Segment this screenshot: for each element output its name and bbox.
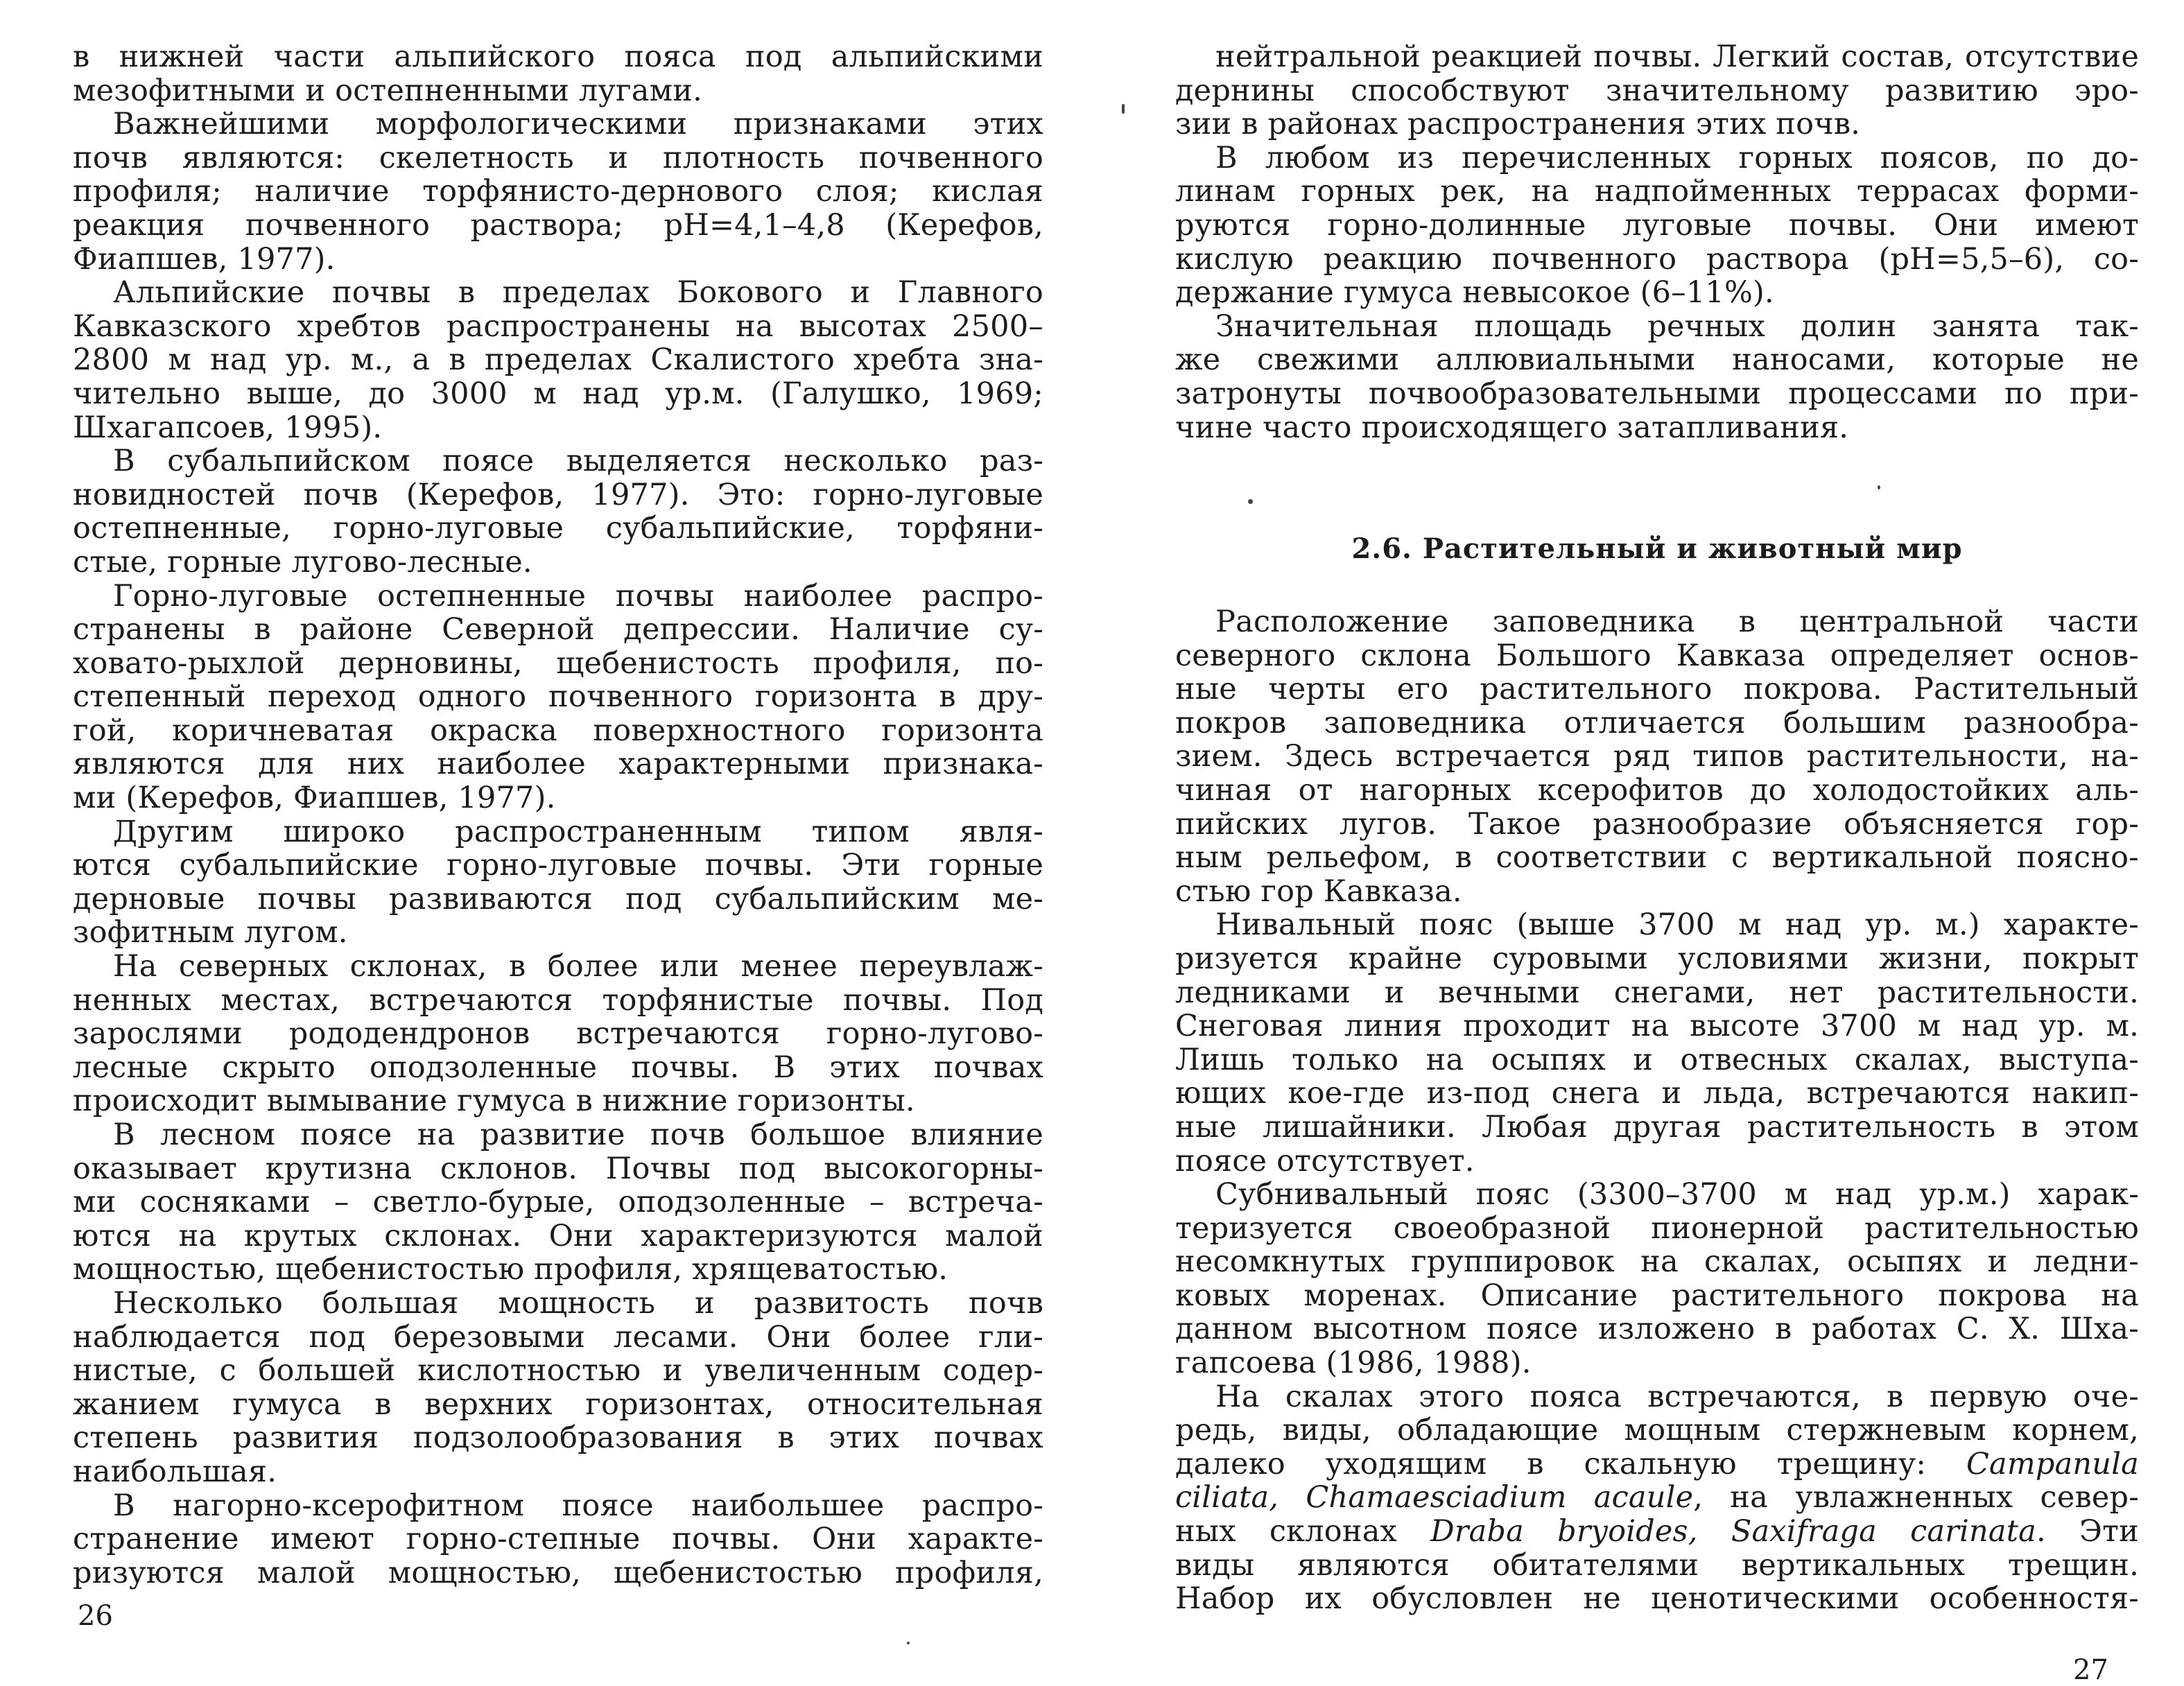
- text-line: кислую реакцию почвенного раствора (pH=5,5–6), со-: [1175, 241, 2139, 277]
- text-line: оказывает крутизна склонов. Почвы под высокогорны-: [73, 1151, 1043, 1186]
- text-line: являются для них наиболее характерными признака-: [73, 747, 1043, 782]
- text-line: же свежими аллювиальными наносами, которые не: [1175, 342, 2139, 378]
- scan-speck: [1878, 485, 1880, 489]
- text-line: ризуется крайне суровыми условиями жизни, покрыт: [1175, 941, 2139, 976]
- text-line: затронуты почвообразовательными процессами по при-: [1175, 376, 2139, 411]
- text-line: руются горно-долинные луговые почвы. Они имеют: [1175, 207, 2139, 243]
- text-line: несомкнутых группировок на скалах, осыпях и ледни-: [1175, 1244, 2139, 1280]
- text-line: В любом из перечисленных горных поясов, по до-: [1215, 140, 2139, 175]
- text-line: наблюдается под березовыми лесами. Они более гли-: [73, 1319, 1043, 1355]
- text-line: Лишь только на осыпях и отвесных скалах, выступа-: [1175, 1042, 2139, 1077]
- text-line: линам горных рек, на надпойменных террасах форми-: [1175, 174, 2139, 209]
- text-line: зии в районах распространения этих почв.: [1175, 107, 1861, 142]
- text-line: Несколько большая мощность и развитость почв: [113, 1285, 1043, 1321]
- text-line: происходит вымывание гумуса в нижние горизонты.: [73, 1084, 915, 1119]
- text-line: ми (Керефов, Фиапшев, 1977).: [73, 781, 556, 816]
- text-line: поясе отсутствует.: [1175, 1143, 1475, 1179]
- text-line: остепненные, горно-луговые субальпийские, торфяни-: [73, 511, 1043, 546]
- text-line: степенный переход одного почвенного горизонта в дру-: [73, 679, 1043, 715]
- right-page-text-top: [1175, 40, 2139, 444]
- text-line: Альпийские почвы в пределах Бокового и Главного: [113, 275, 1043, 311]
- text-line: 2800 м над ур. м., а в пределах Скалистого хребта зна-: [73, 342, 1043, 378]
- text-line: Другим широко распространенным типом явля-: [113, 814, 1043, 849]
- scan-speck: [1122, 104, 1125, 114]
- right-page-text-bottom: [1175, 605, 2139, 1616]
- text-line: ные черты его растительного покрова. Растительный: [1175, 672, 2139, 707]
- text-line: ются на крутых склонах. Они характеризуются малой: [73, 1218, 1043, 1253]
- text-line: ми сосняками – светло-бурые, оподзоленные – встреча-: [73, 1185, 1043, 1220]
- text-line: в нижней части альпийского пояса под альпийскими: [73, 40, 1043, 74]
- text-line: новидностей почв (Керефов, 1977). Это: горно-луговые: [73, 477, 1043, 512]
- text-line: виды являются обитателями вертикальных трещин.: [1175, 1547, 2139, 1583]
- text-line: Снеговая линия проходит на высоте 3700 м над ур. м.: [1175, 1009, 2139, 1044]
- text-line: ются субальпийские горно-луговые почвы. Эти горные: [73, 848, 1043, 883]
- text-line: степень развития подзолообразования в этих почвах: [73, 1420, 1043, 1456]
- text-line: Значительная площадь речных долин занята так-: [1215, 308, 2139, 344]
- text-line: мощностью, щебенистостью профиля, хрящеватостью.: [73, 1252, 948, 1287]
- text-line: Горно-луговые остепненные почвы наиболее распро-: [113, 578, 1043, 614]
- text-line: На скалах этого пояса встречаются, в первую оче-: [1215, 1379, 2139, 1414]
- text-line: ющих кое-где из-под снега и льда, встречаются накип-: [1175, 1076, 2139, 1111]
- text-line: дернины способствуют значительному развитию эро-: [1175, 73, 2139, 108]
- text-line: Субнивальный пояс (3300–3700 м над ур.м.) харак-: [1215, 1177, 2139, 1213]
- text-line: стью гор Кавказа.: [1175, 874, 1462, 909]
- text-line: северного склона Большого Кавказа определяет основ-: [1175, 638, 2139, 673]
- text-line: дерновые почвы развиваются под субальпийским ме-: [73, 881, 1043, 916]
- text-line: В нагорно-ксерофитном поясе наибольшее распро-: [113, 1488, 1043, 1523]
- text-line: Расположение заповедника в центральной части: [1215, 605, 2139, 639]
- text-line: нистые, с большей кислотностью и увеличенным содер-: [73, 1353, 1043, 1389]
- text-line: Фиапшев, 1977).: [73, 241, 336, 277]
- text-line: гапсоева (1986, 1988).: [1175, 1346, 1532, 1381]
- text-line: странены в районе Северной депрессии. Наличие су-: [73, 612, 1043, 648]
- right-page-number: 27: [2073, 1654, 2108, 1686]
- text-line: пийских лугов. Такое разнообразие объясняется гор-: [1175, 806, 2139, 842]
- scan-speck: [907, 1642, 910, 1644]
- text-line: чине часто происходящего затапливания.: [1175, 410, 1849, 445]
- text-line: лесные скрыто оподзоленные почвы. В этих почвах: [73, 1050, 1043, 1085]
- text-line: наибольшая.: [73, 1454, 277, 1489]
- left-page-text: [73, 40, 1043, 1590]
- text-line: зием. Здесь встречается ряд типов растительности, на-: [1175, 739, 2139, 774]
- text-line: зофитным лугом.: [73, 915, 348, 950]
- text-line: почв являются: скелетность и плотность почвенного: [73, 140, 1043, 175]
- text-line: профиля; наличие торфянисто-дернового слоя; кислая: [73, 174, 1043, 209]
- text-line: редь, виды, обладающие мощным стержневым корнем,: [1175, 1413, 2139, 1448]
- scan-speck: [1248, 499, 1253, 504]
- text-line: ризуются малой мощностью, щебенистостью профиля,: [73, 1555, 1043, 1590]
- left-page-number: 26: [78, 1600, 113, 1632]
- text-line: чиная от нагорных ксерофитов до холодостойких аль-: [1175, 772, 2139, 808]
- text-line: странение имеют горно-степные почвы. Они характе-: [73, 1522, 1043, 1557]
- text-line: Шхагапсоев, 1995).: [73, 410, 383, 445]
- text-line: нейтральной реакцией почвы. Легкий состав, отсутствие: [1215, 40, 2139, 74]
- text-line: теризуется своеобразной пионерной растительностью: [1175, 1210, 2139, 1246]
- section-heading: 2.6. Растительный и животный мир: [1351, 532, 1963, 565]
- text-line: зарослями рододендронов встречаются горно-лугово-: [73, 1016, 1043, 1052]
- text-line: В лесном поясе на развитие почв большое влияние: [113, 1118, 1043, 1152]
- text-line: держание гумуса невысокое (6–11%).: [1175, 275, 1774, 311]
- text-line: ненных местах, встречаются торфянистые почвы. Под: [73, 982, 1043, 1018]
- text-line: жанием гумуса в верхних горизонтах, относительная: [73, 1387, 1043, 1422]
- text-line: ных склонах Draba bryoides, Saxifraga carinata. Эти: [1175, 1514, 2139, 1549]
- text-line: На северных склонах, в более или менее переувлаж-: [113, 949, 1043, 984]
- text-line: чительно выше, до 3000 м над ур.м. (Галушко, 1969;: [73, 376, 1043, 411]
- text-line: покров заповедника отличается большим разнообра-: [1175, 705, 2139, 740]
- text-line: гой, коричневатая окраска поверхностного горизонта: [73, 713, 1043, 748]
- text-line: ным рельефом, в соответствии с вертикальной поясно-: [1175, 840, 2139, 876]
- text-line: ные лишайники. Любая другая растительность в этом: [1175, 1109, 2139, 1145]
- text-line: ледниками и вечными снегами, нет растительности.: [1175, 975, 2139, 1010]
- text-line: Набор их обусловлен не ценотическими особенностя-: [1175, 1581, 2139, 1617]
- text-line: данном высотном поясе изложено в работах С. Х. Шха-: [1175, 1312, 2139, 1347]
- text-line: ховато-рыхлой дерновины, щебенистость профиля, по-: [73, 645, 1043, 681]
- text-line: ковых моренах. Описание растительного покрова на: [1175, 1278, 2139, 1313]
- text-line: Важнейшими морфологическими признаками этих: [113, 107, 1043, 142]
- text-line: Нивальный пояс (выше 3700 м над ур. м.) характе-: [1215, 907, 2139, 943]
- text-line: В субальпийском поясе выделяется несколько раз-: [113, 444, 1043, 479]
- text-line: реакция почвенного раствора; pH=4,1–4,8 (Керефов,: [73, 207, 1043, 243]
- text-line: далеко уходящим в скальную трещину: Campanula: [1175, 1446, 2139, 1481]
- text-line: стые, горные лугово-лесные.: [73, 544, 532, 580]
- text-line: Кавказского хребтов распространены на высотах 2500–: [73, 308, 1043, 344]
- text-line: ciliata, Chamaesciadium acaule, на увлажненных север-: [1175, 1480, 2139, 1515]
- text-line: мезофитными и остепненными лугами.: [73, 73, 702, 108]
